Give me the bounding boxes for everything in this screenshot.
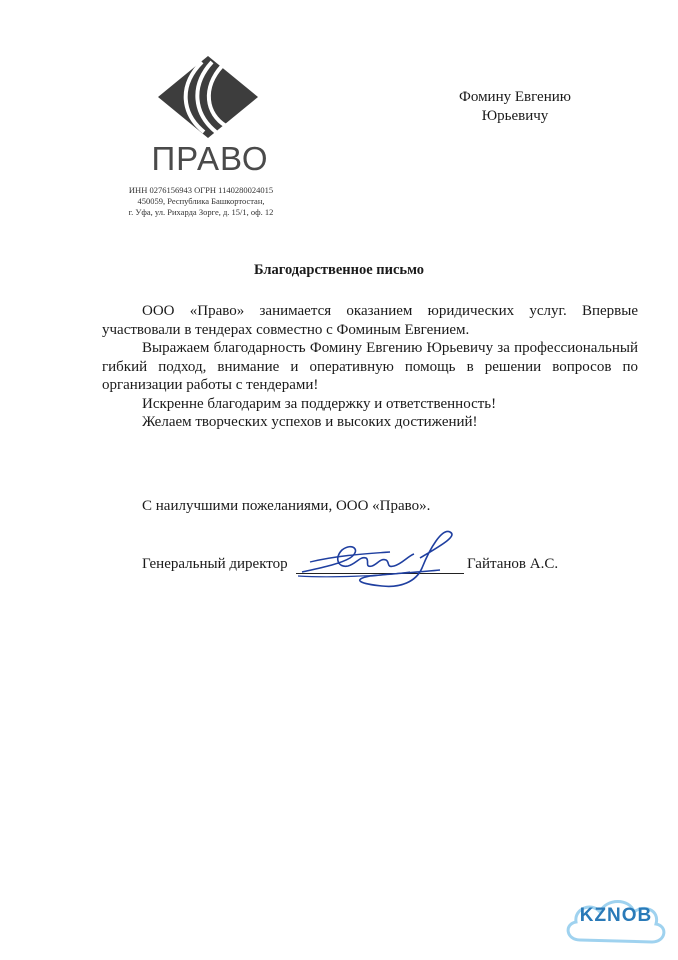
body-paragraph: Желаем творческих успехов и высоких достижений! [142, 414, 478, 430]
handwritten-signature [290, 528, 465, 590]
signatory-name: Гайтанов А.С. [467, 556, 559, 572]
closing-line: С наилучшими пожеланиями, ООО «Право». [142, 498, 431, 514]
addressee-line: Фомину Евгению [459, 89, 571, 105]
letter-title: Благодарственное письмо [253, 262, 425, 278]
watermark-text: KZNOB [579, 905, 653, 926]
letter-body [102, 302, 638, 432]
addressee [440, 88, 590, 126]
body-paragraph: Выражаем благодарность Фомину Евгению Юрьевичу за профессиональный гибкий подход, внимание и оперативную помощь в решении вопросов по организации работы с тендерами! [102, 340, 638, 393]
requisites-line: г. Уфа, ул. Рихарда Зорге, д. 15/1, оф. 12 [128, 207, 274, 217]
requisites-line: ИНН 0276156943 ОГРН 1140280024015 [128, 185, 274, 195]
body-paragraph: Искренне благодарим за поддержку и ответственность! [142, 395, 497, 412]
company-logo-text: ПРАВО [151, 140, 269, 177]
addressee-line: Юрьевичу [481, 108, 549, 124]
signatory-role: Генеральный директор [142, 556, 288, 572]
company-logo-icon [158, 56, 258, 138]
body-paragraph: ООО «Право» занимается оказанием юридических услуг. Впервые участвовали в тендерах совместно с Фоминым Евгением. [102, 303, 638, 338]
company-requisites [118, 185, 284, 218]
requisites-line: 450059, Республика Башкортостан, [137, 196, 265, 206]
